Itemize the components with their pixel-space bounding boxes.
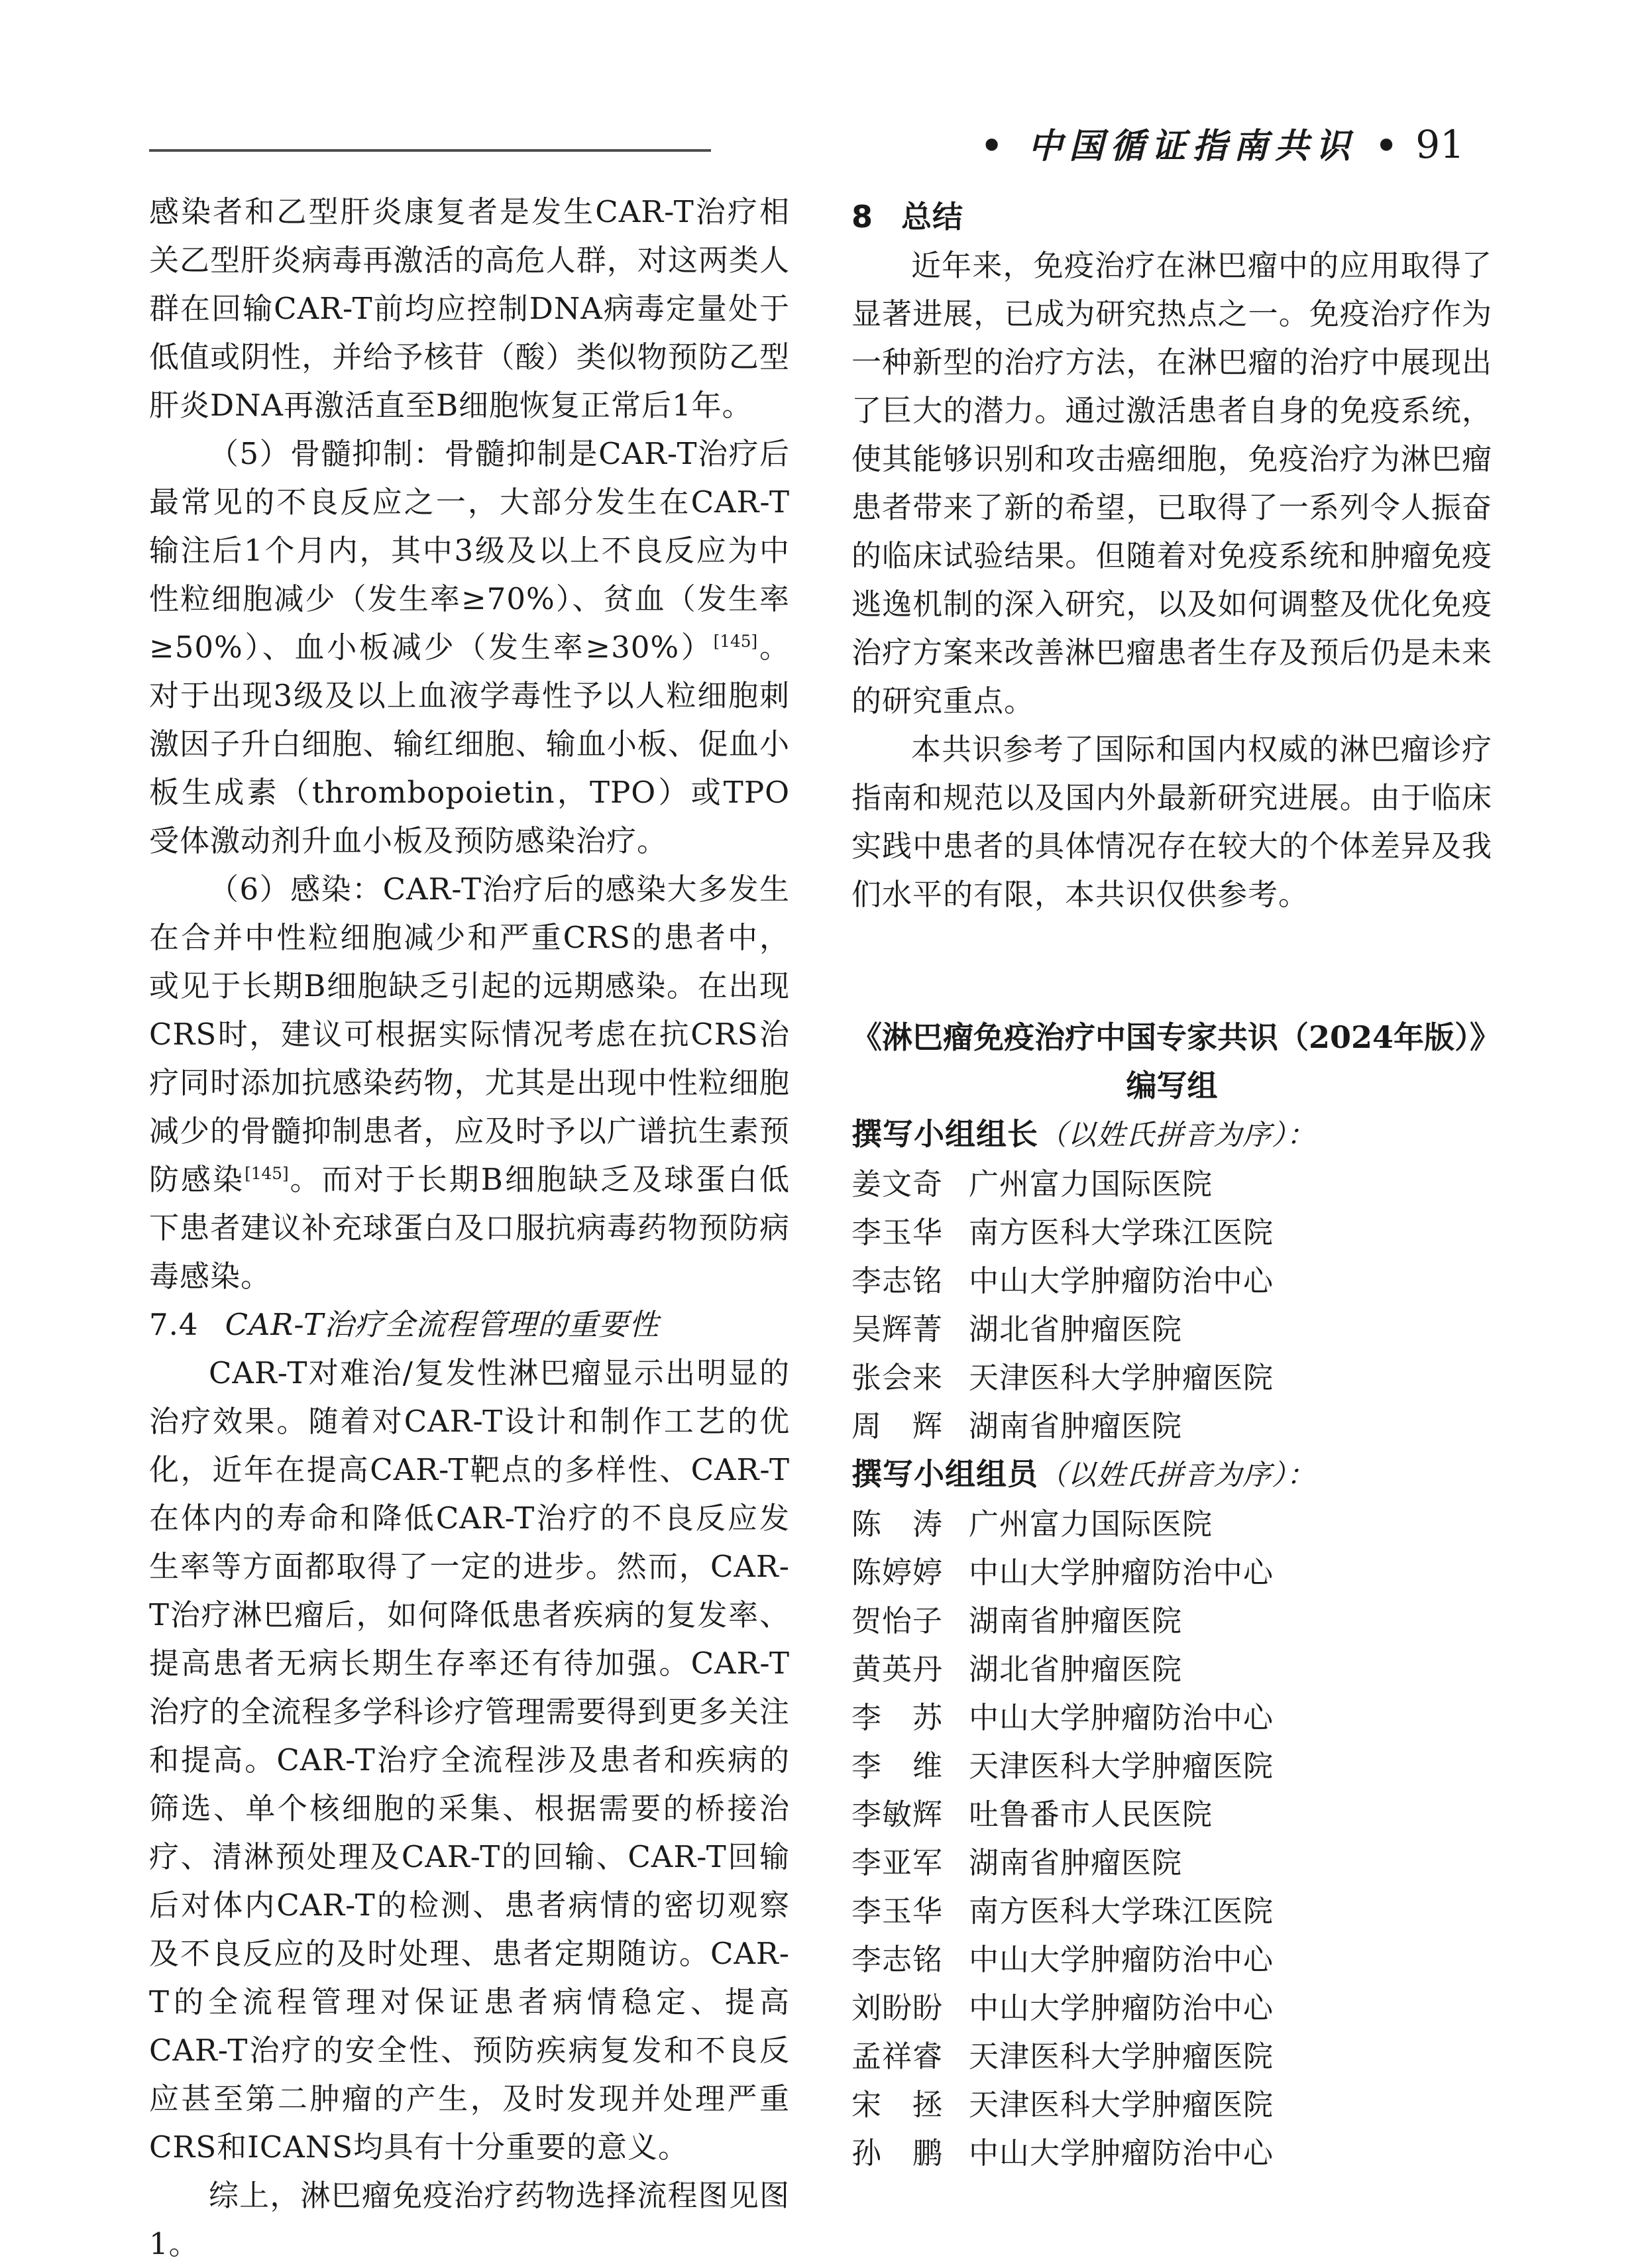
member-name: 李亚军 [851,1845,944,1880]
member-name: 姜文奇 [851,1166,944,1202]
roster-label-note: （以姓氏拼音为序）： [1038,1459,1316,1492]
roster-label [851,1110,1492,1160]
roster-label-main: 撰写小组组长 [851,1116,1038,1152]
member-name: 李 苏 [851,1700,944,1735]
roster-row [851,1353,1492,1402]
roster-row [851,1160,1492,1208]
member-name: 黄英丹 [851,1652,944,1687]
member-affiliation: 南方医科大学珠江医院 [969,1894,1274,1929]
member-affiliation: 天津医科大学肿瘤医院 [969,2087,1274,2122]
member-affiliation: 中山大学肿瘤防治中心 [969,1990,1274,2025]
member-name: 周 辉 [851,1408,944,1444]
journal-column-label: • 中国循证指南共识 • [981,126,1404,166]
member-affiliation: 湖南省肿瘤医院 [969,1603,1183,1638]
member-affiliation: 湖北省肿瘤医院 [969,1652,1183,1687]
member-name: 吴辉菁 [851,1312,944,1347]
roster-row [851,1645,1492,1693]
roster-row [851,2032,1492,2080]
body-paragraph: （5）骨髓抑制：骨髓抑制是CAR-T治疗后最常见的不良反应之一，大部分发生在CAR-T输注后1个月内，其中3级及以上不良反应为中性粒细胞减少（发生率≥70%）、贫血（发生率≥50%）、血小板减少（发生率≥30%）[145]。对于出现3级及以上血液学毒性予以人粒细胞刺激因子升白细胞、输红细胞、输血小板、促血小板生成素（thrombopoietin，TPO）或TPO受体激动剂升血小板及预防感染治疗。 [149,436,790,858]
member-affiliation: 广州富力国际医院 [969,1506,1213,1542]
roster-row [851,1500,1492,1548]
member-name: 李玉华 [851,1215,944,1250]
roster-label-main: 撰写小组组员 [851,1456,1038,1492]
right-column [851,193,1501,2177]
member-affiliation: 湖南省肿瘤医院 [969,1845,1183,1880]
page-header [981,118,1464,168]
roster-row [851,1693,1492,1742]
body-paragraph: CAR-T对难治/复发性淋巴瘤显示出明显的治疗效果。随着对CAR-T设计和制作工艺的优化，近年在提高CAR-T靶点的多样性、CAR-T在体内的寿命和降低CAR-T治疗的不良反应发生率等方面都取得了一定的进步。然而，CAR-T治疗淋巴瘤后，如何降低患者疾病的复发率、提高患者无病长期生存率还有待加强。CAR-T治疗的全流程多学科诊疗管理需要得到更多关注和提高。CAR-T治疗全流程涉及患者和疾病的筛选、单个核细胞的采集、根据需要的桥接治疗、清淋预处理及CAR-T的回输、CAR-T回输后对体内CAR-T的检测、患者病情的密切观察及不良反应的及时处理、患者定期随访。CAR-T的全流程管理对保证患者病情稳定、提高CAR-T治疗的安全性、预防疾病复发和不良反应甚至第二肿瘤的产生，及时发现并处理严重CRS和ICANS均具有十分重要的意义。 [149,1355,790,2165]
member-name: 宋 拯 [851,2087,944,2122]
roster-row [851,1742,1492,1790]
left-column [149,188,790,2268]
member-affiliation: 吐鲁番市人民医院 [969,1797,1213,1832]
body-paragraph: 综上，淋巴瘤免疫治疗药物选择流程图见图1。 [149,2178,790,2261]
section-heading [851,193,1492,241]
member-name: 李敏辉 [851,1797,944,1832]
roster-row [851,1935,1492,1984]
section-title: 总结 [901,199,964,235]
member-name: 孙 鹏 [851,2135,944,2171]
member-affiliation: 中山大学肿瘤防治中心 [969,1555,1274,1590]
roster-row [851,1402,1492,1450]
roster-row [851,1548,1492,1597]
citation-ref: [145] [713,632,758,651]
roster-row [851,1305,1492,1353]
member-name: 贺怡子 [851,1603,944,1638]
member-affiliation: 中山大学肿瘤防治中心 [969,1700,1274,1735]
roster-row [851,1208,1492,1257]
member-affiliation: 湖南省肿瘤医院 [969,1408,1183,1444]
page-number: 91 [1415,122,1464,167]
body-paragraph: 感染者和乙型肝炎康复者是发生CAR-T治疗相关乙型肝炎病毒再激活的高危人群，对这两类人群在回输CAR-T前均应控制DNA病毒定量处于低值或阴性，并给予核苷（酸）类似物预防乙型肝炎DNA再激活直至B细胞恢复正常后1年。 [149,194,790,423]
member-affiliation: 中山大学肿瘤防治中心 [969,2135,1274,2171]
roster-row [851,1790,1492,1839]
member-name: 刘盼盼 [851,1990,944,2025]
member-affiliation: 天津医科大学肿瘤医院 [969,1360,1274,1395]
subsection-title: CAR-T治疗全流程管理的重要性 [225,1307,660,1342]
roster-row [851,2129,1492,2177]
member-name: 李玉华 [851,1894,944,1929]
member-affiliation: 中山大学肿瘤防治中心 [969,1942,1274,1977]
roster-label-note: （以姓氏拼音为序）： [1038,1119,1316,1152]
member-name: 孟祥睿 [851,2039,944,2074]
member-name: 李志铭 [851,1942,944,1977]
editorial-group-title: 《淋巴瘤免疫治疗中国专家共识（2024年版）》 [851,1019,1501,1055]
roster-row [851,1887,1492,1935]
member-name: 陈 涛 [851,1506,944,1542]
body-paragraph: （6）感染：CAR-T治疗后的感染大多发生在合并中性粒细胞减少和严重CRS的患者中，或见于长期B细胞缺乏引起的远期感染。在出现CRS时，建议可根据实际情况考虑在抗CRS治疗同时添加抗感染药物，尤其是出现中性粒细胞减少的骨髓抑制患者，应及时予以广谱抗生素预防感染[145]。而对于长期B细胞缺乏及球蛋白低下患者建议补充球蛋白及口服抗病毒药物预防病毒感染。 [149,872,790,1294]
roster-row [851,1984,1492,2032]
roster-row [851,1257,1492,1305]
member-name: 陈婷婷 [851,1555,944,1590]
member-affiliation: 湖北省肿瘤医院 [969,1312,1183,1347]
subsection-heading [149,1300,790,1349]
body-paragraph: 近年来，免疫治疗在淋巴瘤中的应用取得了显著进展，已成为研究热点之一。免疫治疗作为一种新型的治疗方法，在淋巴瘤的治疗中展现出了巨大的潜力。通过激活患者自身的免疫系统，使其能够识别和攻击癌细胞，免疫治疗为淋巴瘤患者带来了新的希望，已取得了一系列令人振奋的临床试验结果。但随着对免疫系统和肿瘤免疫逃逸机制的深入研究，以及如何调整及优化免疫治疗方案来改善淋巴瘤患者生存及预后仍是未来的研究重点。 [851,248,1492,718]
vertical-gap [851,919,1492,1013]
editorial-group-title: 编写组 [1126,1068,1218,1104]
citation-ref: [145] [245,1164,289,1183]
member-affiliation: 天津医科大学肿瘤医院 [969,1748,1274,1784]
member-affiliation: 中山大学肿瘤防治中心 [969,1263,1274,1298]
roster-row [851,1597,1492,1645]
section-number: 8 [851,199,874,235]
header-rule [149,149,711,152]
subsection-number: 7.4 [149,1307,199,1342]
member-affiliation: 广州富力国际医院 [969,1166,1213,1202]
member-affiliation: 南方医科大学珠江医院 [969,1215,1274,1250]
roster-row [851,1839,1492,1887]
roster-label [851,1450,1492,1500]
member-name: 张会来 [851,1360,944,1395]
member-name: 李志铭 [851,1263,944,1298]
member-affiliation: 天津医科大学肿瘤医院 [969,2039,1274,2074]
member-name: 李 维 [851,1748,944,1784]
roster-row [851,2080,1492,2129]
body-paragraph: 本共识参考了国际和国内权威的淋巴瘤诊疗指南和规范以及国内外最新研究进展。由于临床实践中患者的具体情况存在较大的个体差异及我们水平的有限，本共识仅供参考。 [851,732,1492,912]
